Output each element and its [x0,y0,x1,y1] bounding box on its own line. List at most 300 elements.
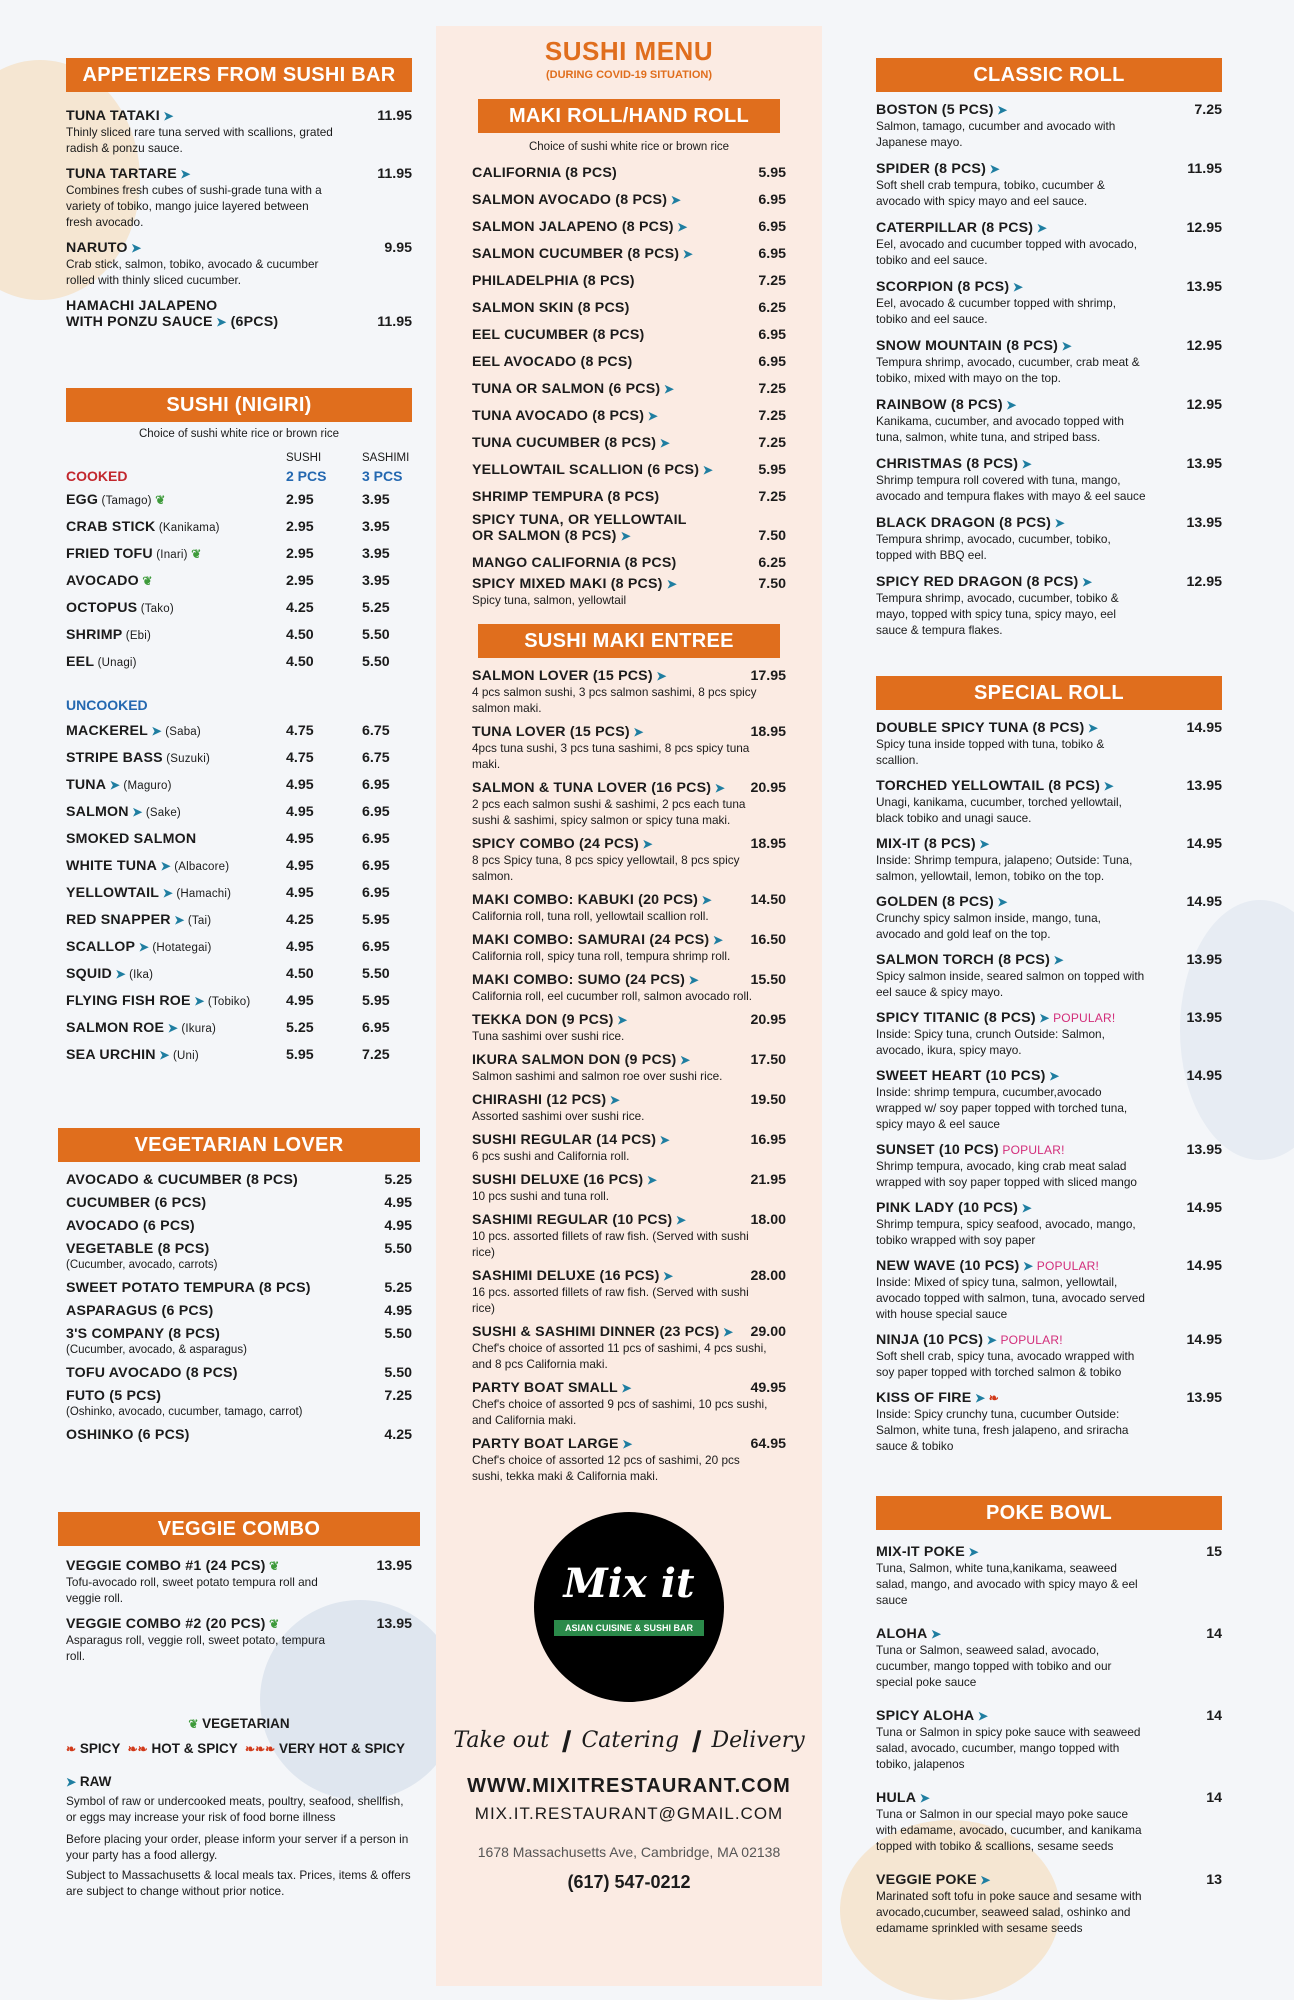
item-name-text: SALMON TORCH (8 PCS) [876,952,1050,968]
item-row [876,952,1222,968]
legend [66,1716,412,1899]
special-item [876,894,1222,942]
uncooked-label: UNCOOKED [66,697,148,713]
vegetarian-item [66,1427,412,1443]
item-name [876,778,1114,794]
item-row [472,892,786,908]
nigiri-name-text: WHITE TUNA [66,857,158,874]
nigiri-row [66,906,412,933]
nigiri-sushi-price: 2.95 [286,572,314,589]
item-name-text: SALMON LOVER (15 PCS) [472,668,653,684]
leaf-icon: ❦ [265,1617,280,1631]
item-row [876,515,1222,531]
fish-icon: ➤ [1045,1069,1060,1083]
item-name [876,161,1000,177]
maki-mixed-item: SPICY MIXED MAKI (8 PCS) ➤ 7.50 Spicy tuna, salmon, yellowtail [472,576,786,607]
leaf-icon: ❦ [138,573,153,588]
item-price: 7.25 [1194,102,1222,118]
item-row [876,1390,1222,1406]
item-row [472,1132,786,1148]
fish-icon: ➤ [698,893,712,907]
nigiri-pcs-row [66,466,412,486]
entree-item [472,892,786,924]
nigiri-sashimi-price: 3.95 [362,518,390,535]
item-name-text: NARUTO [66,240,128,256]
item-row [66,1241,412,1257]
item-row [66,1280,412,1296]
item-row [66,1195,412,1211]
veggie-combo-item [66,1558,412,1606]
item-name-text: SUSHI DELUXE (16 PCS) [472,1172,644,1188]
maki-note: Choice of sushi white rice or brown rice [528,141,730,153]
fish-icon: ➤ [986,162,1000,176]
poke-item [876,1708,1222,1772]
item-name [472,1212,686,1228]
item-row [876,1626,1222,1642]
item-price: 14.50 [750,892,786,908]
fish-icon: ➤ [617,1381,632,1395]
item-price: 14.95 [1186,1068,1222,1084]
item-name [472,300,630,316]
item-desc: Inside: Mixed of spicy tuna, salmon, yellowtail, avocado topped with salmon, tuna, avocado served with house special sauce [876,1275,1145,1321]
classic-item [876,220,1222,268]
item-name-text: CALIFORNIA (8 PCS) [472,164,617,181]
item-row [876,220,1222,236]
item-name-text: GOLDEN (8 PCS) [876,894,994,910]
item-price: 5.25 [384,1172,412,1188]
item-row [66,298,412,314]
item-name [472,489,659,505]
item-name-text: SWEET HEART (10 PCS) [876,1068,1046,1084]
item-row [66,1427,412,1443]
nigiri-name [66,993,250,1009]
fish-icon: ➤ [1035,1011,1050,1025]
nigiri-name-text: SEA URCHIN [66,1046,156,1063]
fish-icon: ➤ [1002,398,1017,412]
item-name-text: TUNA CUCUMBER (8 PCS) [472,434,657,451]
nigiri-name [66,1047,199,1063]
nigiri-name-text: SHRIMP [66,626,123,643]
entree-item [472,932,786,964]
item-name-text: HULA [876,1790,917,1806]
item-name-text: MIX-IT POKE [876,1544,965,1560]
item-desc: 10 pcs sushi and tuna roll. [472,1189,610,1203]
item-price: 9.95 [384,240,412,256]
item-name-text: HAMACHI JALAPENO [66,298,218,314]
col-sashimi-pcs: 3 PCS [362,468,403,484]
item-name [472,1012,627,1028]
item-price: 13.95 [1186,1142,1222,1158]
special-section [876,676,1222,1464]
item-price: 14.95 [1186,894,1222,910]
fish-icon: ➤ [212,315,227,329]
item-name [472,1324,733,1340]
item-name [472,219,687,235]
fish-icon: ➤ [993,103,1008,117]
nigiri-name-text: YELLOWTAIL [66,884,160,901]
entree-header: SUSHI MAKI ENTREE [478,624,780,658]
special-item [876,720,1222,768]
item-price: 5.50 [384,1365,412,1381]
item-name [876,102,1007,118]
item-name: 3'S COMPANY (8 PCS) [66,1326,221,1342]
classic-item [876,279,1222,327]
nigiri-row [66,486,412,513]
nigiri-sub: (Saba) [161,725,201,738]
item-desc: California roll, eel cucumber roll, salmon avocado roll. [472,989,752,1003]
classic-item [876,574,1222,638]
nigiri-sushi-price: 4.50 [286,965,314,982]
nigiri-sashimi-price: 6.75 [362,722,390,739]
maki-item [472,402,786,429]
poke-item [876,1626,1222,1690]
item-desc: Tuna, Salmon, white tuna,kanikama, seaweed salad, mango, and avocado with spicy mayo & eel sauce [876,1561,1138,1607]
special-item [876,1332,1222,1380]
classic-item [876,161,1222,209]
item-name-text: NINJA (10 PCS) [876,1332,984,1348]
nigiri-name [66,912,211,928]
item-price: 13.95 [1186,1010,1222,1026]
item-row [472,836,786,852]
item-name [472,1380,632,1396]
item-name: CUCUMBER (6 PCS) [66,1195,207,1211]
item-price: 13.95 [376,1616,412,1632]
fish-icon: ➤ [1058,339,1072,353]
fish-icon: ➤ [1050,953,1064,967]
nigiri-sashimi-price: 6.95 [362,1019,390,1036]
vegetarian-section [66,1128,412,1450]
item-name-text: SALMON & TUNA LOVER (16 PCS) [472,780,712,796]
item-desc: Chef's choice of assorted 12 pcs of sashimi, 20 pcs sushi, tekka maki & California maki. [472,1453,740,1483]
item-desc: Shrimp tempura, avocado, king crab meat salad wrapped with soy paper topped with sliced mango [876,1159,1137,1189]
item-name [876,1068,1059,1084]
item-name-text: DOUBLE SPICY TUNA (8 PCS) [876,720,1085,736]
item-name-2 [66,314,278,330]
item-price: 21.95 [750,1172,786,1188]
item-name-text: TORCHED YELLOWTAIL (8 PCS) [876,778,1101,794]
appetizers-section [66,58,412,340]
entree-item [472,1324,786,1372]
item-name [876,1200,1032,1216]
nigiri-sushi-price: 2.95 [286,545,314,562]
item-name: VEGETABLE (8 PCS) [66,1241,210,1257]
item-desc: 4pcs tuna sushi, 3 pcs tuna sashimi, 8 pcs spicy tuna maki. [472,741,750,771]
poke-item [876,1790,1222,1854]
website-link[interactable]: WWW.MIXITRESTAURANT.COM [467,1775,791,1797]
entree-item [472,780,786,828]
item-row [876,397,1222,413]
item-price: 15 [1206,1544,1222,1560]
vegetarian-item [66,1388,412,1420]
vegetarian-item [66,1195,412,1211]
item-row [472,1052,786,1068]
fish-icon: ➤ [673,219,688,234]
item-sub: (Cucumber, avocado, & asparagus) [66,1344,247,1356]
appetizer-item [66,108,412,156]
nigiri-sashimi-price: 6.95 [362,857,390,874]
item-price: 18.95 [750,724,786,740]
maki-item [472,321,786,348]
item-name [472,972,699,988]
phone-link[interactable]: (617) 547-0212 [567,1872,691,1892]
cooked-list [66,486,412,675]
item-name-text: EEL CUCUMBER (8 PCS) [472,326,645,343]
item-price: 20.95 [750,1012,786,1028]
fish-icon: ➤ [613,1013,628,1027]
item-price: 11.95 [377,108,412,124]
fish-icon: ➤ [135,939,149,954]
nigiri-sub: (Tai) [184,914,212,927]
nigiri-row [66,933,412,960]
nigiri-row [66,771,412,798]
item-price: 11.95 [377,166,412,182]
nigiri-sashimi-price: 5.95 [362,992,390,1009]
nigiri-sushi-price: 4.75 [286,722,314,739]
item-name-text: SALMON CUCUMBER (8 PCS) [472,245,680,262]
leaf-icon: ❦ [187,546,202,561]
nigiri-row [66,567,412,594]
fish-icon: ➤ [993,895,1008,909]
item-row [472,724,786,740]
item-row [876,836,1222,852]
nigiri-sashimi-price: 7.25 [362,1046,390,1063]
appetizer-item [66,166,412,230]
nigiri-name [66,1020,216,1036]
item-name: OSHINKO (6 PCS) [66,1427,190,1443]
item-price: 6.95 [758,353,786,370]
item-name: SWEET POTATO TEMPURA (8 PCS) [66,1280,311,1296]
fish-icon: ➤ [66,1775,77,1789]
fish-icon: ➤ [1051,516,1065,530]
item-row [66,166,412,182]
item-desc: Unagi, kanikama, cucumber, torched yellowtail, black tobiko and unagi sauce. [876,795,1122,825]
maki-item [472,429,786,456]
nigiri-name-text: SALMON ROE [66,1019,165,1036]
nigiri-name [66,804,181,820]
logo-brand: Mix it [563,1560,695,1607]
item-name-text: MAKI COMBO: SUMO (24 PCS) [472,972,686,988]
fish-icon: ➤ [685,973,699,987]
maki-item [472,186,786,213]
nigiri-name-text: SALMON [66,803,129,820]
item-name-text: SALMON AVOCADO (8 PCS) [472,191,668,208]
uncooked-list [66,717,412,1068]
item-name [472,165,617,181]
item-row [876,1200,1222,1216]
maki-item [472,240,786,267]
item-name-text: TUNA TARTARE [66,166,177,182]
item-desc: Kanikama, cucumber, and avocado topped with tuna, salmon, white tuna, and striped bass. [876,414,1124,444]
item-name-text: CHIRASHI (12 PCS) [472,1092,607,1108]
item-name [876,1390,999,1406]
fish-icon: ➤ [652,669,667,683]
nigiri-row [66,825,412,852]
item-price: 13.95 [1186,515,1222,531]
maki-mango-item: MANGO CALIFORNIA (8 PCS) 6.25 [472,554,786,571]
nigiri-note: Choice of sushi white rice or brown rice [138,428,340,440]
nigiri-name-text: FLYING FISH ROE [66,992,191,1009]
fish-icon: ➤ [676,1053,691,1067]
poke-list [876,1544,1222,1936]
tax-note: Subject to Massachusetts & local meals tax. Prices, items & offers are subject to change without prior notice. [66,1868,411,1898]
vegetarian-header: VEGETARIAN LOVER [58,1128,420,1162]
fish-icon: ➤ [170,912,185,927]
popular-badge: POPULAR! [998,1143,1065,1157]
item-name [472,192,681,208]
nigiri-sashimi-price: 6.95 [362,830,390,847]
item-desc: Spicy tuna inside topped with tuna, tobiko & scallion. [876,737,1105,767]
item-name: AVOCADO (6 PCS) [66,1218,195,1234]
item-desc: Marinated soft tofu in poke sauce and sesame with avocado,cucumber, seaweed salad, oshinko and edamame sprinkled with sesame seeds [876,1889,1142,1935]
item-row [876,102,1222,118]
item-desc: Tempura shrimp, avocado, cucumber, crab meat & tobiko, mixed with mayo on the top. [876,355,1140,385]
nigiri-sushi-price: 4.95 [286,857,314,874]
item-name-text: NEW WAVE (10 PCS) [876,1258,1020,1274]
nigiri-row [66,987,412,1014]
item-price: 7.25 [758,272,786,289]
maki-spicy-item: SPICY TUNA, OR YELLOWTAIL OR SALMON (8 PCS) ➤ 7.50 [472,512,786,544]
nigiri-sushi-price: 4.95 [286,776,314,793]
item-name-text: SPIDER (8 PCS) [876,161,987,177]
item-price: 5.50 [384,1241,412,1257]
item-sub: (Cucumber, avocado, carrots) [66,1259,218,1271]
nigiri-name-text: OCTOPUS [66,599,138,616]
item-pcs: (6PCS) [226,314,279,330]
nigiri-name-text: MACKEREL [66,722,148,739]
popular-badge: POPULAR! [1049,1011,1116,1025]
item-price: 12.95 [1186,574,1222,590]
special-item [876,1068,1222,1132]
item-price: 16.95 [750,1132,786,1148]
fish-icon: ➤ [643,1173,658,1187]
email-link[interactable]: MIX.IT.RESTAURANT@GMAIL.COM [474,1804,784,1823]
item-name [472,273,635,289]
item-name [472,435,670,451]
special-item [876,952,1222,1000]
nigiri-sushi-price: 4.25 [286,599,314,616]
pepper-icon: ❧ [985,1391,1000,1405]
classic-item [876,338,1222,386]
item-desc: Inside: Shrimp tempura, jalapeno; Outside: Tuna, salmon, yellowtail, lemon, tobiko on the top. [876,853,1133,883]
item-name-text: KISS OF FIRE [876,1390,972,1406]
fish-icon: ➤ [666,577,678,591]
legend-vegetarian: ❦ VEGETARIAN [188,1716,290,1731]
fish-icon: ➤ [106,777,121,792]
item-row [876,778,1222,794]
item-price: 5.95 [758,164,786,181]
nigiri-sub: (Ebi) [122,629,152,642]
item-row [876,456,1222,472]
item-price: 13.95 [1186,279,1222,295]
item-desc: 10 pcs. assorted fillets of raw fish. (Served with sushi rice) [472,1229,749,1259]
item-desc: Salmon, tamago, cucumber and avocado with Japanese mayo. [876,119,1116,149]
fish-icon: ➤ [128,804,143,819]
item-name: AVOCADO & CUCUMBER (8 PCS) [66,1172,298,1188]
maki-item [472,267,786,294]
fish-icon: ➤ [629,725,644,739]
fish-icon: ➤ [711,781,725,795]
item-name-text: SCORPION (8 PCS) [876,279,1010,295]
item-name [472,1092,620,1108]
fish-icon: ➤ [155,1047,170,1062]
item-desc: Asparagus roll, veggie roll, sweet potato, tempura roll. [66,1633,326,1663]
item-name-text: SPICY ALOHA [876,1708,975,1724]
special-item [876,1200,1222,1248]
item-desc: Chef's choice of assorted 9 pcs of sashimi, 10 pcs sushi, and California maki. [472,1397,768,1427]
item-row [66,1365,412,1381]
item-price: 16.50 [750,932,786,948]
item-price: 29.00 [750,1324,786,1340]
item-row [472,1092,786,1108]
nigiri-sushi-price: 4.95 [286,938,314,955]
nigiri-name [66,858,229,874]
nigiri-name-text: EGG [66,491,99,508]
nigiri-sashimi-price: 5.50 [362,626,390,643]
nigiri-sub: (Tobiko) [204,995,251,1008]
fish-icon: ➤ [975,837,990,851]
item-price: 6.95 [758,218,786,235]
item-price: 19.50 [750,1092,786,1108]
special-item [876,836,1222,884]
legend-raw: ➤ RAW [66,1774,112,1789]
nigiri-name [66,831,196,847]
fish-icon: ➤ [159,109,174,123]
special-list [876,720,1222,1454]
classic-item [876,102,1222,150]
item-name-text: CATERPILLAR (8 PCS) [876,220,1034,236]
nigiri-name-text: SCALLOP [66,938,136,955]
item-name [66,108,174,124]
entree-section [436,624,822,1484]
item-price: 6.95 [758,326,786,343]
item-price: 17.50 [750,1052,786,1068]
veggie-combo-list [66,1558,412,1664]
item-name [472,1132,670,1148]
entree-item [472,1380,786,1428]
item-desc: Inside: Spicy tuna, crunch Outside: Salmon, avocado, ikura, spicy mayo. [876,1027,1105,1057]
maki-section [436,99,822,608]
fish-icon: ➤ [679,246,693,261]
item-name-text: MAKI COMBO: KABUKI (20 PCS) [472,892,699,908]
fish-icon: ➤ [157,858,171,873]
nigiri-sub: (Uni) [169,1049,199,1062]
special-item [876,778,1222,826]
fish-icon: ➤ [638,837,653,851]
fish-icon: ➤ [659,1269,674,1283]
nigiri-row [66,540,412,567]
item-price: 5.95 [758,461,786,478]
item-price: 13.95 [376,1558,412,1574]
item-name-text: RAINBOW (8 PCS) [876,397,1003,413]
nigiri-sashimi-price: 6.95 [362,884,390,901]
item-desc: Tuna or Salmon, seaweed salad, avocado, cucumber, mango topped with tobiko and our special poke sauce [876,1643,1112,1689]
item-desc: California roll, spicy tuna roll, tempura shrimp roll. [472,949,731,963]
item-price: 7.25 [758,434,786,451]
item-row [876,338,1222,354]
nigiri-sashimi-price: 5.50 [362,653,390,670]
item-row [876,720,1222,736]
entree-item [472,668,786,716]
item-desc: Inside: shrimp tempura, cucumber,avocado wrapped w/ soy paper topped with torched tuna, spicy mayo & eel sauce [876,1085,1128,1131]
fish-icon: ➤ [1009,280,1024,294]
fish-icon: ➤ [1078,575,1093,589]
item-row [472,1212,786,1228]
nigiri-sushi-price: 4.95 [286,884,314,901]
item-row [472,932,786,948]
item-name [876,1010,1115,1026]
item-name [472,724,644,740]
item-desc: Soft shell crab tempura, tobiko, cucumber & avocado with spicy mayo and eel sauce. [876,178,1105,208]
